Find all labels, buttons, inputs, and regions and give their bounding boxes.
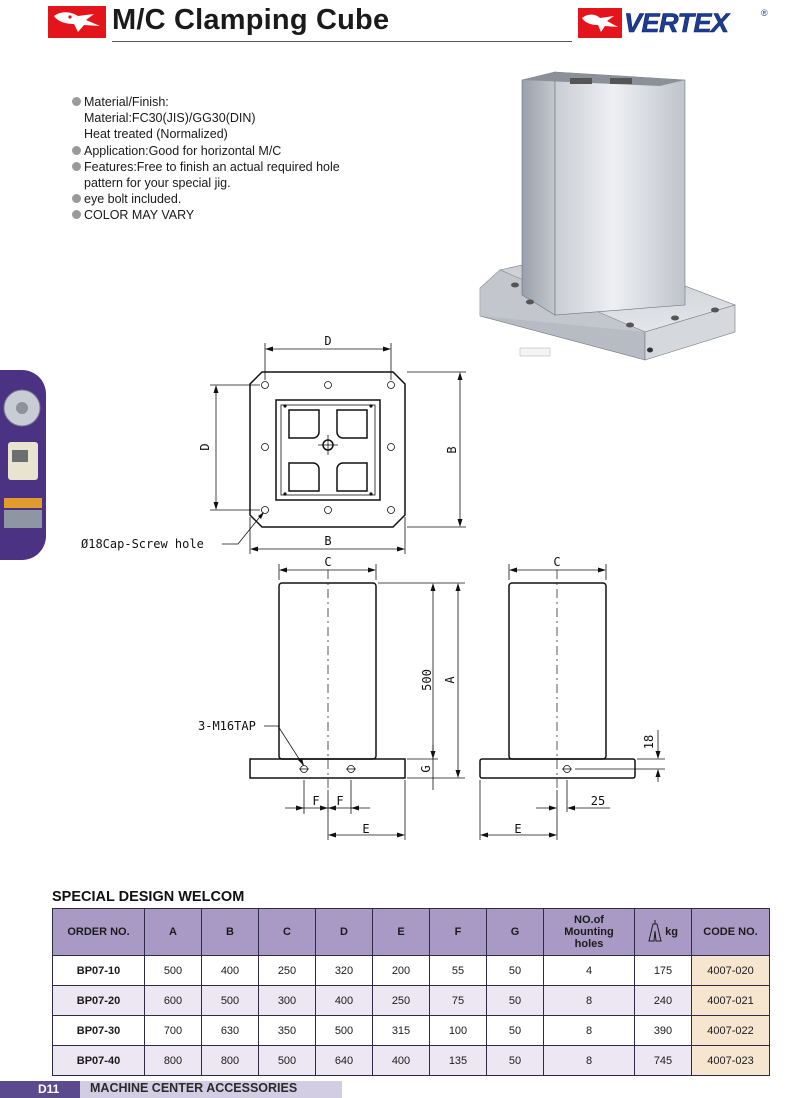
column-header: G (487, 909, 544, 956)
table-cell: BP07-10 (53, 956, 145, 986)
table-cell: 4007-023 (692, 1046, 770, 1076)
table-cell: 600 (145, 986, 202, 1016)
table-cell: 390 (635, 1016, 692, 1046)
table-cell: 50 (487, 956, 544, 986)
table-cell: 400 (316, 986, 373, 1016)
side-view (480, 564, 665, 840)
table-cell: 500 (316, 1016, 373, 1046)
table-cell: 500 (145, 956, 202, 986)
table-cell: 175 (635, 956, 692, 986)
table-cell: 8 (544, 986, 635, 1016)
table-cell: 400 (202, 956, 259, 986)
page-number: D11 (38, 1082, 60, 1096)
table-cell: 50 (487, 986, 544, 1016)
section-title: MACHINE CENTER ACCESSORIES (90, 1081, 298, 1095)
table-cell: 200 (373, 956, 430, 986)
feature-text: Material/Finish: (84, 95, 169, 109)
column-header: CODE NO. (692, 909, 770, 956)
top-view (210, 343, 466, 554)
side-dim-label-c: C (553, 555, 561, 569)
column-header: F (430, 909, 487, 956)
table-cell: 400 (373, 1046, 430, 1076)
table-cell: 55 (430, 956, 487, 986)
table-cell: 4 (544, 956, 635, 986)
column-header: ORDER NO. (53, 909, 145, 956)
side-dim-label-e: E (514, 822, 522, 836)
table-row (53, 1046, 770, 1076)
table-cell: 240 (635, 986, 692, 1016)
dim-label-g: G (419, 765, 433, 773)
feature-text: COLOR MAY VARY (84, 208, 195, 223)
table-cell: 250 (259, 956, 316, 986)
table-cell: 630 (202, 1016, 259, 1046)
table-cell: 320 (316, 956, 373, 986)
table-cell: BP07-20 (53, 986, 145, 1016)
table-cell: 4007-022 (692, 1016, 770, 1046)
feature-text: eye bolt included. (84, 192, 182, 207)
dim-label-a: A (443, 676, 457, 684)
feature-text: Application:Good for horizontal M/C (84, 143, 282, 158)
cap-screw-hole-label: Ø18Cap-Screw hole (81, 537, 204, 551)
dim-label-d-top: D (324, 334, 332, 348)
column-header: A (145, 909, 202, 956)
tap-label: 3-M16TAP (198, 719, 256, 733)
table-cell: 100 (430, 1016, 487, 1046)
table-cell: 745 (635, 1046, 692, 1076)
table-cell: BP07-30 (53, 1016, 145, 1046)
column-header: C (259, 909, 316, 956)
table-cell: 640 (316, 1046, 373, 1076)
registered-mark: ® (761, 8, 768, 18)
table-cell: 500 (259, 1046, 316, 1076)
table-row (53, 956, 770, 986)
table-cell: 315 (373, 1016, 430, 1046)
table-cell: 4007-020 (692, 956, 770, 986)
dim-label-500: 500 (420, 669, 434, 691)
table-cell: 700 (145, 1016, 202, 1046)
dim-label-e: E (362, 822, 370, 836)
table-header-row (53, 909, 770, 956)
table-cell: 300 (259, 986, 316, 1016)
page-title: M/C Clamping Cube (112, 4, 390, 36)
table-heading: SPECIAL DESIGN WELCOM (52, 889, 245, 905)
table-cell: 4007-021 (692, 986, 770, 1016)
table-cell: 350 (259, 1016, 316, 1046)
specification-table (52, 908, 770, 1076)
column-header: D (316, 909, 373, 956)
feature-text: pattern for your special jig. (84, 176, 231, 191)
column-header: B (202, 909, 259, 956)
dim-label-b-bottom: B (324, 534, 332, 548)
table-row (53, 986, 770, 1016)
table-cell: 75 (430, 986, 487, 1016)
table-cell: 50 (487, 1046, 544, 1076)
dim-label-25: 25 (590, 794, 606, 808)
table-cell: 800 (202, 1046, 259, 1076)
table-cell: 135 (430, 1046, 487, 1076)
weight-icon (648, 919, 662, 945)
table-cell: 500 (202, 986, 259, 1016)
brand-name: VERTEX (624, 8, 729, 38)
table-cell: BP07-40 (53, 1046, 145, 1076)
dim-label-f2: F (336, 794, 344, 808)
feature-text: Material:FC30(JIS)/GG30(DIN) (84, 111, 256, 126)
dim-label-c: C (324, 555, 332, 569)
table-row (53, 1016, 770, 1046)
dim-label-d-left: D (198, 443, 212, 451)
column-header (635, 909, 692, 956)
table-cell: 800 (145, 1046, 202, 1076)
dim-label-18: 18 (642, 734, 656, 750)
table-cell: 8 (544, 1016, 635, 1046)
table-cell: 250 (373, 986, 430, 1016)
mounting-holes-header: NO.of Mounting holes (564, 914, 614, 950)
table-cell: 50 (487, 1016, 544, 1046)
column-header (544, 909, 635, 956)
front-view (250, 564, 465, 840)
dim-label-f1: F (312, 794, 320, 808)
dim-label-b-right: B (445, 446, 459, 454)
column-header: E (373, 909, 430, 956)
feature-text: Heat treated (Normalized) (84, 127, 228, 142)
weight-unit: kg (665, 925, 678, 938)
table-cell: 8 (544, 1046, 635, 1076)
feature-text: Features:Free to finish an actual required hole (84, 159, 340, 174)
